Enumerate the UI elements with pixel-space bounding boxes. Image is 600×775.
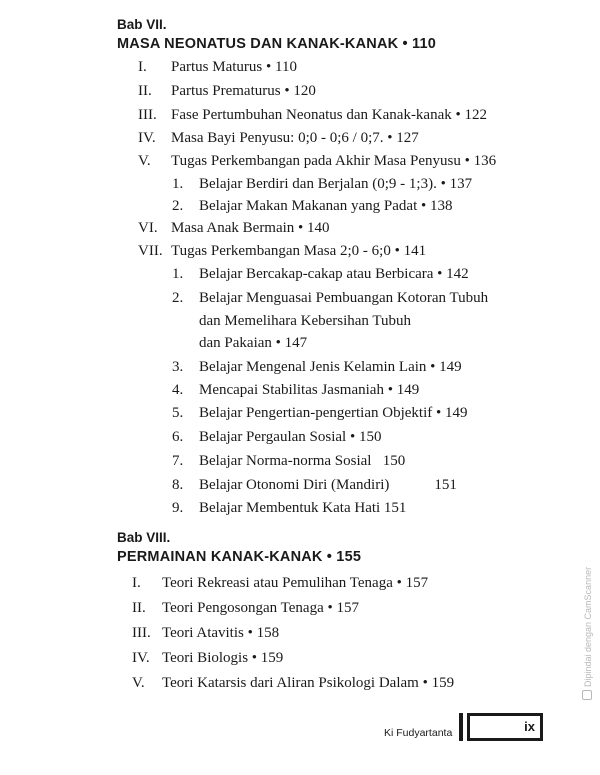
entry-number: III. [138,107,157,123]
entry-number: IV. [138,130,156,146]
entry-number: 7. [172,453,184,469]
entry-text: dan Pakaian • 147 [199,335,308,351]
entry-text: Belajar Berdiri dan Berjalan (0;9 - 1;3). • 137 [199,176,473,192]
entry-number: IV. [132,650,150,666]
entry-text: Masa Bayi Penyusu: 0;0 - 0;6 / 0;7. • 127 [171,130,419,146]
entry-text: Belajar Pengertian-pengertian Objektif • 149 [199,405,468,421]
entry-text: Belajar Pergaulan Sosial • 150 [199,429,382,445]
chapter-7-title: MASA NEONATUS DAN KANAK-KANAK • 110 [117,36,437,52]
entry-text: Teori Biologis • 159 [162,650,284,666]
entry-text: Partus Maturus • 110 [171,59,297,75]
entry-number: II. [138,83,152,99]
entry-text: Tugas Perkembangan Masa 2;0 - 6;0 • 141 [171,243,427,259]
camscanner-icon [582,690,592,700]
entry-number: 2. [172,198,184,214]
chapter-7-label: Bab VII. [117,17,167,32]
entry-text: Belajar Menguasai Pembuangan Kotoran Tubuh [199,290,489,306]
entry-text: Masa Anak Bermain • 140 [171,220,330,236]
entry-number: III. [132,625,151,641]
entry-text: Mencapai Stabilitas Jasmaniah • 149 [199,382,420,398]
entry-text: Fase Pertumbuhan Neonatus dan Kanak-kanak • 122 [171,107,488,123]
entry-number: V. [138,153,151,169]
footer-author: Ki Fudyartanta [384,727,453,739]
entry-number: V. [132,675,145,691]
entry-text: Teori Katarsis dari Aliran Psikologi Dalam • 159 [162,675,455,691]
entry-number: I. [138,59,147,75]
entry-number: 2. [172,290,184,306]
entry-text: Belajar Norma-norma Sosial 150 [199,453,406,469]
entry-number: II. [132,600,146,616]
entry-number: 5. [172,405,184,421]
entry-number: I. [132,575,141,591]
entry-text: dan Memelihara Kebersihan Tubuh [199,313,412,329]
entry-number: 3. [172,359,184,375]
entry-text: Teori Atavitis • 158 [162,625,280,641]
entry-text: Belajar Membentuk Kata Hati 151 [199,500,407,516]
entry-number: 1. [172,176,184,192]
entry-text: Belajar Bercakap-cakap atau Berbicara • 142 [199,266,469,282]
chapter-8-title: PERMAINAN KANAK-KANAK • 155 [117,549,362,565]
entry-number: 8. [172,477,184,493]
chapter-8-label: Bab VIII. [117,530,171,545]
watermark-text: Dipindai dengan CamScanner [583,566,593,687]
scanner-watermark [582,567,593,700]
entry-text: Teori Rekreasi atau Pemulihan Tenaga • 157 [162,575,429,591]
entry-number: 4. [172,382,184,398]
entry-text: Belajar Mengenal Jenis Kelamin Lain • 149 [199,359,462,375]
entry-text: Belajar Otonomi Diri (Mandiri) 151 [199,477,457,493]
entry-number: 1. [172,266,184,282]
page-number: ix [524,719,535,734]
footer-divider [459,713,463,741]
entry-number: 6. [172,429,184,445]
entry-number: 9. [172,500,184,516]
entry-text: Teori Pengosongan Tenaga • 157 [162,600,359,616]
entry-number: VII. [138,243,163,259]
entry-number: VI. [138,220,158,236]
entry-text: Tugas Perkembangan pada Akhir Masa Penyusu • 136 [171,153,497,169]
entry-text: Belajar Makan Makanan yang Padat • 138 [199,198,453,214]
entry-text: Partus Prematurus • 120 [171,83,316,99]
page-number-box [467,713,543,741]
